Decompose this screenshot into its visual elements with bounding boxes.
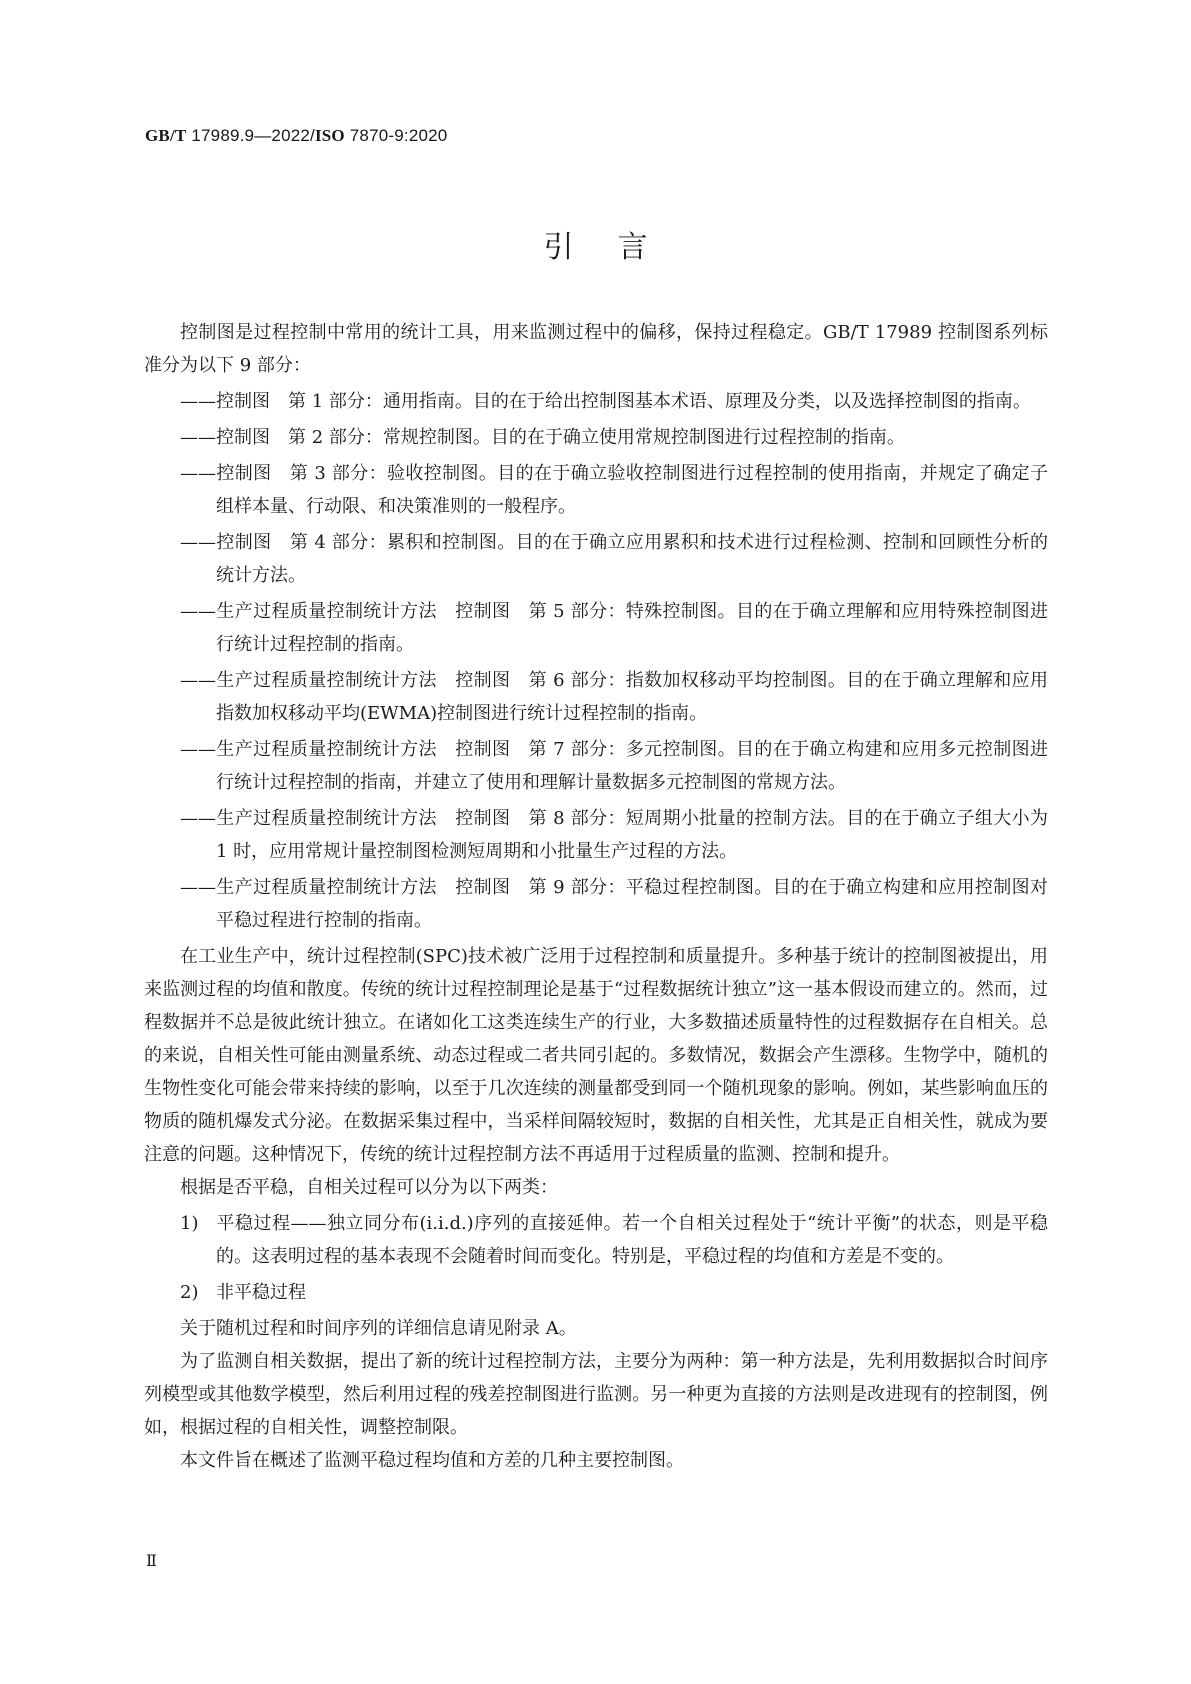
list-item-text: 非平稳过程 [216,1282,306,1303]
dash-label: —— [180,808,216,829]
intro-paragraph: 控制图是过程控制中常用的统计工具，用来监测过程中的偏移，保持过程稳定。GB/T 17989 控制图系列标准分为以下 9 部分： [144,322,1048,376]
list-item [144,733,1048,799]
list-item-text: 生产过程质量控制统计方法 控制图 第 8 部分：短周期小批量的控制方法。目的在于确立子组大小为 1 时，应用常规计量控制图检测短周期和小批量生产过程的方法。 [216,808,1048,862]
classification-paragraph: 根据是否平稳，自相关过程可以分为以下两类： [180,1177,558,1198]
document-body [144,316,1048,1477]
standard-number-header [145,126,447,146]
list-item [144,526,1048,592]
page-title: 引言 [543,230,692,265]
standard-prefix: GB/T [145,126,187,145]
methods-paragraph: 为了监测自相关数据，提出了新的统计过程控制方法，主要分为两种：第一种方法是，先利用数据拟合时间序列模型或其他数学模型，然后利用过程的残差控制图进行监测。另一种更为直接的方法则是改进现有的控制图，例如，根据过程的自相关性，调整控制限。 [144,1351,1048,1438]
list-item-text: 生产过程质量控制统计方法 控制图 第 7 部分：多元控制图。目的在于确立构建和应用多元控制图进行统计过程控制的指南，并建立了使用和理解计量数据多元控制图的常规方法。 [216,739,1048,793]
list-item [144,595,1048,661]
purpose-paragraph: 本文件旨在概述了监测平稳过程均值和方差的几种主要控制图。 [180,1450,684,1471]
dash-label: —— [180,877,216,898]
dash-label: —— [180,739,216,760]
dash-label: —— [180,463,216,484]
list-item [144,457,1048,523]
standard-number: 17989.9—2022/ [186,126,315,145]
list-item [144,1207,1048,1273]
dash-label: —— [180,532,216,553]
list-item-text: 平稳过程——独立同分布(i.i.d.)序列的直接延伸。若一个自相关过程处于“统计平衡”的状态，则是平稳的。这表明过程的基本表现不会随着时间而变化。特别是，平稳过程的均值和方差是不变的。 [216,1213,1048,1267]
appendix-reference-paragraph: 关于随机过程和时间序列的详细信息请见附录 A。 [180,1318,577,1339]
list-item-text: 生产过程质量控制统计方法 控制图 第 6 部分：指数加权移动平均控制图。目的在于确立理解和应用指数加权移动平均(EWMA)控制图进行统计过程控制的指南。 [216,670,1048,724]
dash-label: —— [180,391,216,412]
spc-paragraph: 在工业生产中，统计过程控制(SPC)技术被广泛用于过程控制和质量提升。多种基于统计的控制图被提出，用来监测过程的均值和散度。传统的统计过程控制理论是基于“过程数据统计独立”这一基本假设而建立的。然而，过程数据并不总是彼此统计独立。在诸如化工这类连续生产的行业，大多数描述质量特性的过程数据存在自相关。总的来说，自相关性可能由测量系统、动态过程或二者共同引起的。多数情况，数据会产生漂移。生物学中，随机的生物性变化可能会带来持续的影响，以至于几次连续的测量都受到同一个随机现象的影响。例如，某些影响血压的物质的随机爆发式分泌。在数据采集过程中，当采样间隔较短时，数据的自相关性，尤其是正自相关性，就成为要注意的问题。这种情况下，传统的统计过程控制方法不再适用于过程质量的监测、控制和提升。 [144,946,1048,1165]
dash-label: —— [180,601,216,622]
list-item [144,664,1048,730]
list-item-text: 生产过程质量控制统计方法 控制图 第 5 部分：特殊控制图。目的在于确立理解和应用特殊控制图进行统计过程控制的指南。 [216,601,1048,655]
page-number: Ⅱ [146,1551,157,1570]
iso-number: 7870-9:2020 [344,126,448,145]
list-item-text: 控制图 第 3 部分：验收控制图。目的在于确立验收控制图进行过程控制的使用指南，并规定了确定子组样本量、行动限、和决策准则的一般程序。 [216,463,1048,517]
list-item-text: 控制图 第 4 部分：累积和控制图。目的在于确立应用累积和技术进行过程检测、控制和回顾性分析的统计方法。 [216,532,1048,586]
list-item-text: 生产过程质量控制统计方法 控制图 第 9 部分：平稳过程控制图。目的在于确立构建和应用控制图对平稳过程进行控制的指南。 [216,877,1048,931]
list-item [144,871,1048,937]
list-item-text: 控制图 第 1 部分：通用指南。目的在于给出控制图基本术语、原理及分类，以及选择控制图的指南。 [216,391,1031,412]
item-number: 2) [180,1282,199,1303]
list-item [144,421,1048,454]
list-item [144,385,1048,418]
dash-label: —— [180,427,216,448]
dash-label: —— [180,670,216,691]
item-number: 1) [180,1213,199,1234]
list-item-text: 控制图 第 2 部分：常规控制图。目的在于确立使用常规控制图进行过程控制的指南。 [216,427,905,448]
iso-prefix: ISO [314,126,345,145]
list-item [144,802,1048,868]
list-item [144,1276,1048,1309]
